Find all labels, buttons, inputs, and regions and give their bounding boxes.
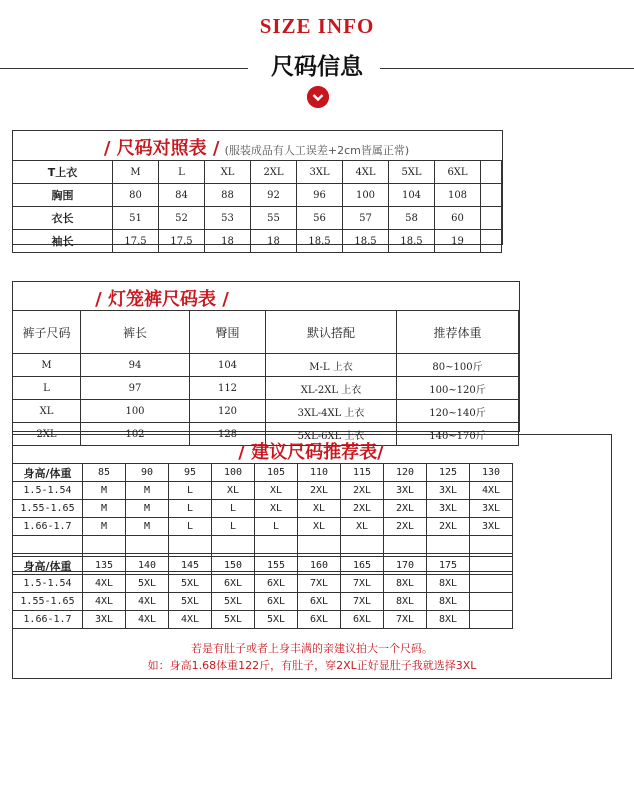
table-header-cell: 3XL — [297, 161, 343, 184]
table-header-cell: 默认搭配 — [266, 311, 397, 354]
table-cell: 3XL — [427, 482, 470, 500]
table-cell: 6XL — [298, 593, 341, 611]
recommend-table-b — [12, 556, 513, 629]
table-cell: 55 — [251, 207, 297, 230]
table-cell: 51 — [113, 207, 159, 230]
table-empty-cell — [169, 536, 212, 554]
table-cell: 120 — [190, 400, 266, 423]
table-cell: 4XL — [169, 611, 212, 629]
table-cell: L — [212, 500, 255, 518]
table-cell: 6XL — [341, 611, 384, 629]
table-cell: 5XL — [212, 611, 255, 629]
table-row — [13, 230, 502, 253]
table-cell: 17.5 — [159, 230, 205, 253]
table-cell: 18 — [205, 230, 251, 253]
table-cell: M-L 上衣 — [266, 354, 397, 377]
table-cell: 5XL — [255, 611, 298, 629]
table-row-label: 袖长 — [13, 230, 113, 253]
table-empty-cell — [481, 184, 502, 207]
table-cell: 8XL — [384, 575, 427, 593]
table-cell: 100~120斤 — [397, 377, 519, 400]
table-empty-cell — [13, 536, 83, 554]
table-cell: XL-2XL 上衣 — [266, 377, 397, 400]
table-row-label: 1.5-1.54 — [13, 575, 83, 593]
table-row — [13, 184, 502, 207]
table-cell: 94 — [81, 354, 190, 377]
table-header-cell: 175 — [427, 557, 470, 575]
table-row — [13, 518, 513, 536]
table-row — [13, 464, 513, 482]
table-header-cell: T上衣 — [13, 161, 113, 184]
table-empty-cell — [384, 536, 427, 554]
table-cell: L — [212, 518, 255, 536]
table-header-cell: 155 — [255, 557, 298, 575]
table-empty-cell — [481, 230, 502, 253]
recommend-chart-title-row — [12, 438, 610, 464]
pants-chart-title: / 灯笼裤尺码表 / — [95, 289, 229, 310]
table-empty-cell — [427, 536, 470, 554]
table-header-cell: 推荐体重 — [397, 311, 519, 354]
table-cell: 100 — [343, 184, 389, 207]
table-cell: L — [169, 500, 212, 518]
table-cell: 8XL — [384, 593, 427, 611]
table-cell: 80~100斤 — [397, 354, 519, 377]
table-cell: 17.5 — [113, 230, 159, 253]
table-cell: 4XL — [126, 593, 169, 611]
table-header-cell: 145 — [169, 557, 212, 575]
table-cell: 5XL — [169, 575, 212, 593]
table-empty-cell — [470, 611, 513, 629]
table-cell: M — [126, 518, 169, 536]
table-header-cell: 150 — [212, 557, 255, 575]
table-row — [13, 377, 519, 400]
table-cell: 4XL — [83, 575, 126, 593]
table-header-cell: 115 — [341, 464, 384, 482]
table-cell: 2XL — [384, 518, 427, 536]
table-cell: 18.5 — [343, 230, 389, 253]
table-header-cell: 165 — [341, 557, 384, 575]
table-cell: 6XL — [298, 611, 341, 629]
table-cell: 84 — [159, 184, 205, 207]
table-cell: XL — [341, 518, 384, 536]
table-header-cell: 100 — [212, 464, 255, 482]
table-cell: 102 — [81, 423, 190, 446]
table-cell: 18.5 — [297, 230, 343, 253]
table-cell: 140~170斤 — [397, 423, 519, 446]
size-advice-note-1: 若是有肚子或者上身丰满的亲建议拍大一个尺码。 — [191, 642, 433, 655]
table-cell: M — [83, 500, 126, 518]
table-header-cell: 90 — [126, 464, 169, 482]
table-cell: 2XL — [427, 518, 470, 536]
shirt-chart-title: / 尺码对照表 / — [103, 138, 220, 159]
table-cell: 4XL — [83, 593, 126, 611]
size-advice-note-2: 如：身高1.68体重122斤，有肚子，穿2XL正好显肚子我就选择3XL — [147, 659, 477, 672]
table-header-cell: 身高/体重 — [13, 557, 83, 575]
table-row — [13, 161, 502, 184]
table-cell: 3XL — [83, 611, 126, 629]
table-header-cell: 135 — [83, 557, 126, 575]
table-empty-cell — [298, 536, 341, 554]
table-row — [13, 593, 513, 611]
table-cell: M — [126, 500, 169, 518]
table-cell: L — [255, 518, 298, 536]
table-cell: 4XL — [126, 611, 169, 629]
table-empty-cell — [255, 536, 298, 554]
table-cell: 100 — [81, 400, 190, 423]
table-cell: M — [126, 482, 169, 500]
recommend-chart-title: / 建议尺码推荐表/ — [238, 442, 384, 463]
table-cell: 88 — [205, 184, 251, 207]
table-cell: M — [83, 518, 126, 536]
table-cell: M — [83, 482, 126, 500]
table-header-cell: 160 — [298, 557, 341, 575]
table-cell: 7XL — [384, 611, 427, 629]
size-info-title-en: SIZE INFO — [259, 14, 375, 38]
table-cell: 7XL — [341, 593, 384, 611]
table-cell: XL — [255, 482, 298, 500]
table-cell: 2XL — [341, 500, 384, 518]
table-cell: 104 — [389, 184, 435, 207]
table-header-cell: 85 — [83, 464, 126, 482]
table-cell: 3XL — [427, 500, 470, 518]
table-row — [13, 557, 513, 575]
table-cell: XL — [212, 482, 255, 500]
table-cell: 3XL-4XL 上衣 — [266, 400, 397, 423]
table-empty-cell — [481, 207, 502, 230]
table-cell: 6XL — [255, 575, 298, 593]
table-cell: 60 — [435, 207, 481, 230]
table-empty-cell — [470, 536, 513, 554]
table-cell: 18.5 — [389, 230, 435, 253]
table-cell: 7XL — [298, 575, 341, 593]
table-empty-cell — [83, 536, 126, 554]
table-header-cell: 臀围 — [190, 311, 266, 354]
table-empty-cell — [470, 593, 513, 611]
pants-size-table — [12, 310, 519, 446]
table-row — [13, 575, 513, 593]
table-cell: XL — [255, 500, 298, 518]
shirt-chart-note: (服装成品有人工误差+2cm皆属正常) — [224, 144, 410, 157]
table-header-cell: 裤长 — [81, 311, 190, 354]
table-cell: 8XL — [427, 593, 470, 611]
table-header-cell: 140 — [126, 557, 169, 575]
table-empty-cell — [470, 557, 513, 575]
table-row-label: 1.5-1.54 — [13, 482, 83, 500]
table-cell: XL — [13, 400, 81, 423]
table-row — [13, 611, 513, 629]
table-header-cell: 裤子尺码 — [13, 311, 81, 354]
table-cell: 8XL — [427, 611, 470, 629]
table-cell: 18 — [251, 230, 297, 253]
table-header-cell: 身高/体重 — [13, 464, 83, 482]
table-cell: 5XL-6XL 上衣 — [266, 423, 397, 446]
table-cell: 5XL — [169, 593, 212, 611]
table-cell: 5XL — [126, 575, 169, 593]
table-cell: 2XL — [298, 482, 341, 500]
table-header-cell: L — [159, 161, 205, 184]
table-cell: XL — [298, 500, 341, 518]
table-cell: 6XL — [255, 593, 298, 611]
table-empty-cell — [470, 575, 513, 593]
table-header-cell: 4XL — [343, 161, 389, 184]
table-cell: 4XL — [470, 482, 513, 500]
table-cell: 3XL — [470, 500, 513, 518]
table-cell: 7XL — [341, 575, 384, 593]
chevron-down-icon — [307, 86, 329, 108]
table-cell: 80 — [113, 184, 159, 207]
table-header-cell: XL — [205, 161, 251, 184]
table-empty-cell — [481, 161, 502, 184]
table-cell: 112 — [190, 377, 266, 400]
table-cell: L — [169, 482, 212, 500]
size-info-title-cn: 尺码信息 — [271, 54, 363, 80]
table-cell: 2XL — [384, 500, 427, 518]
table-row-label: 1.55-1.65 — [13, 593, 83, 611]
table-cell: 8XL — [427, 575, 470, 593]
pants-chart-title-row — [12, 285, 312, 311]
table-cell: 3XL — [470, 518, 513, 536]
table-empty-cell — [341, 536, 384, 554]
table-header-cell: 95 — [169, 464, 212, 482]
table-cell: 56 — [297, 207, 343, 230]
table-cell: 128 — [190, 423, 266, 446]
table-cell: 6XL — [212, 575, 255, 593]
table-cell: 58 — [389, 207, 435, 230]
table-header-cell: 6XL — [435, 161, 481, 184]
table-header-cell: 170 — [384, 557, 427, 575]
table-empty-cell — [126, 536, 169, 554]
table-cell: 108 — [435, 184, 481, 207]
table-header-cell: 2XL — [251, 161, 297, 184]
table-cell: 96 — [297, 184, 343, 207]
table-cell: 2XL — [341, 482, 384, 500]
table-header-cell: 125 — [427, 464, 470, 482]
table-header-cell: 5XL — [389, 161, 435, 184]
table-row-label: 胸围 — [13, 184, 113, 207]
table-cell: L — [169, 518, 212, 536]
table-row — [13, 354, 519, 377]
table-row — [13, 500, 513, 518]
table-row — [13, 482, 513, 500]
table-row-label: 1.66-1.7 — [13, 611, 83, 629]
table-row-label: 衣长 — [13, 207, 113, 230]
table-row-label: 1.66-1.7 — [13, 518, 83, 536]
table-header-cell: M — [113, 161, 159, 184]
table-row — [13, 400, 519, 423]
table-cell: M — [13, 354, 81, 377]
table-cell: 19 — [435, 230, 481, 253]
table-row — [13, 207, 502, 230]
table-header-cell: 130 — [470, 464, 513, 482]
table-cell: XL — [298, 518, 341, 536]
shirt-size-table — [12, 160, 502, 253]
table-cell: 57 — [343, 207, 389, 230]
table-cell: 92 — [251, 184, 297, 207]
table-cell: 2XL — [13, 423, 81, 446]
table-cell: L — [13, 377, 81, 400]
table-cell: 97 — [81, 377, 190, 400]
table-row — [13, 311, 519, 354]
table-row-label: 1.55-1.65 — [13, 500, 83, 518]
table-row — [13, 536, 513, 554]
table-cell: 5XL — [212, 593, 255, 611]
table-empty-cell — [212, 536, 255, 554]
shirt-chart-title-row — [12, 134, 501, 160]
table-header-cell: 110 — [298, 464, 341, 482]
table-cell: 3XL — [384, 482, 427, 500]
table-header-cell: 120 — [384, 464, 427, 482]
table-header-cell: 105 — [255, 464, 298, 482]
table-cell: 53 — [205, 207, 251, 230]
table-cell: 120~140斤 — [397, 400, 519, 423]
table-cell: 104 — [190, 354, 266, 377]
table-cell: 52 — [159, 207, 205, 230]
